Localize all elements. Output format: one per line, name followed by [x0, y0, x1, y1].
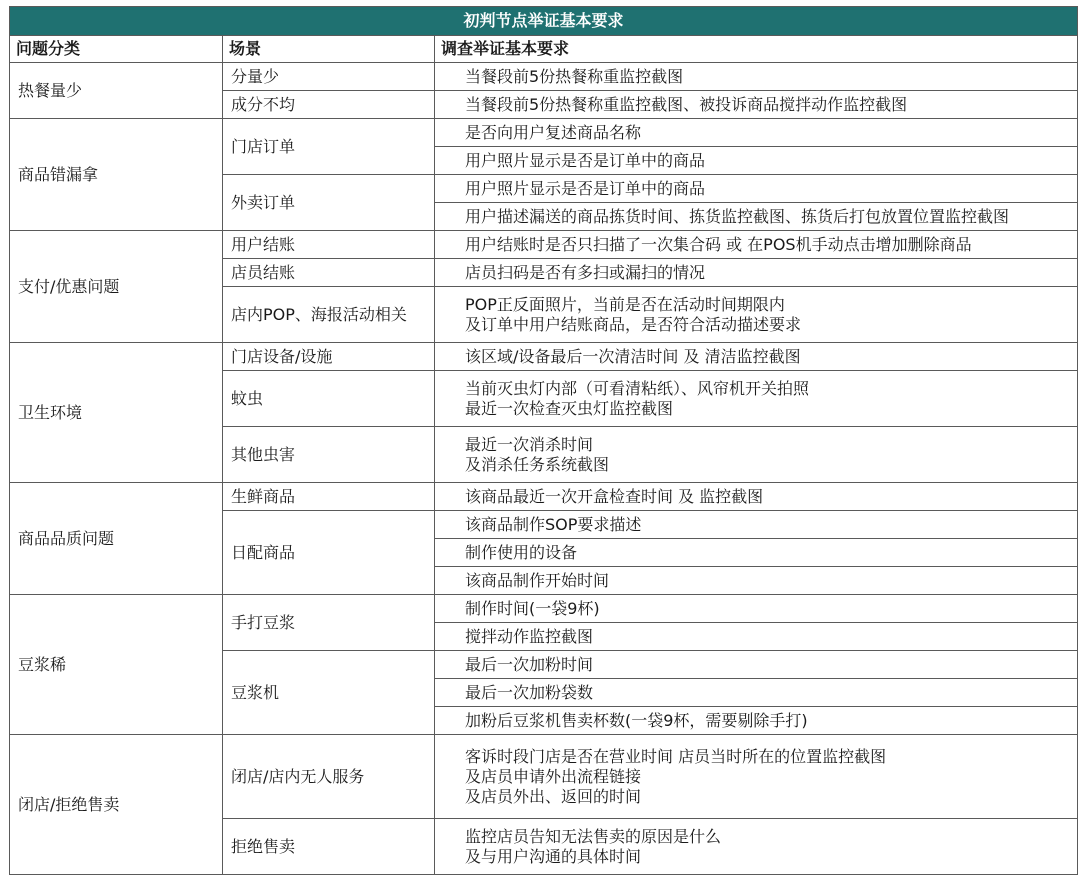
scene-cell: 蚊虫: [223, 371, 435, 427]
scene-cell: 闭店/店内无人服务: [223, 735, 435, 819]
category-cell: 豆浆稀: [10, 595, 223, 735]
header-requirement: 调查举证基本要求: [435, 36, 1078, 63]
requirement-cell: [435, 427, 1078, 483]
table-row: [10, 483, 1078, 511]
requirement-cell: 最后一次加粉袋数: [435, 679, 1078, 707]
category-cell: 商品品质问题: [10, 483, 223, 595]
table-row: [10, 595, 1078, 623]
header-scene: 场景: [223, 36, 435, 63]
category-cell: 支付/优惠问题: [10, 231, 223, 343]
requirement-line: 及消杀任务系统截图: [465, 454, 610, 474]
requirements-table: [9, 6, 1078, 875]
requirement-cell: 当餐段前5份热餐称重监控截图: [435, 63, 1078, 91]
table-row: [10, 63, 1078, 91]
requirement-line: 及店员外出、返回的时间: [465, 786, 642, 806]
scene-cell: 成分不均: [223, 91, 435, 119]
requirement-line: 及与用户沟通的具体时间: [465, 846, 642, 866]
scene-cell: 门店设备/设施: [223, 343, 435, 371]
table-row: [10, 231, 1078, 259]
table-row: [10, 735, 1078, 819]
requirement-cell: 该商品制作开始时间: [435, 567, 1078, 595]
requirement-cell: 制作使用的设备: [435, 539, 1078, 567]
requirement-line: 及订单中用户结账商品，是否符合活动描述要求: [465, 314, 802, 334]
requirement-cell: 是否向用户复述商品名称: [435, 119, 1078, 147]
category-cell: 卫生环境: [10, 343, 223, 483]
scene-cell: 豆浆机: [223, 651, 435, 735]
scene-cell: 手打豆浆: [223, 595, 435, 651]
requirement-cell: 该商品制作SOP要求描述: [435, 511, 1078, 539]
requirement-cell: 当餐段前5份热餐称重监控截图、被投诉商品搅拌动作监控截图: [435, 91, 1078, 119]
requirement-cell: 制作时间(一袋9杯): [435, 595, 1078, 623]
requirement-cell: 该商品最近一次开盒检查时间 及 监控截图: [435, 483, 1078, 511]
requirement-cell: 该区域/设备最后一次清洁时间 及 清洁监控截图: [435, 343, 1078, 371]
table-title: 初判节点举证基本要求: [10, 7, 1078, 36]
scene-cell: 外卖订单: [223, 175, 435, 231]
table-title-row: [10, 7, 1078, 36]
requirement-line: 最近一次消杀时间: [465, 434, 594, 454]
requirement-cell: 用户照片显示是否是订单中的商品: [435, 175, 1078, 203]
requirement-line: 监控店员告知无法售卖的原因是什么: [465, 826, 722, 846]
requirements-table-container: [9, 6, 1077, 875]
requirement-cell: 最后一次加粉时间: [435, 651, 1078, 679]
header-category: 问题分类: [10, 36, 223, 63]
scene-cell: 生鲜商品: [223, 483, 435, 511]
scene-cell: 门店订单: [223, 119, 435, 175]
requirement-line: 最近一次检查灭虫灯监控截图: [465, 398, 674, 418]
category-cell: 商品错漏拿: [10, 119, 223, 231]
scene-cell: 其他虫害: [223, 427, 435, 483]
requirement-cell: 搅拌动作监控截图: [435, 623, 1078, 651]
table-row: [10, 343, 1078, 371]
table-header-row: [10, 36, 1078, 63]
category-cell: 热餐量少: [10, 63, 223, 119]
scene-cell: 拒绝售卖: [223, 819, 435, 875]
requirement-cell: 用户描述漏送的商品拣货时间、拣货监控截图、拣货后打包放置位置监控截图: [435, 203, 1078, 231]
scene-cell: 分量少: [223, 63, 435, 91]
scene-cell: 店内POP、海报活动相关: [223, 287, 435, 343]
scene-cell: 用户结账: [223, 231, 435, 259]
scene-cell: 日配商品: [223, 511, 435, 595]
category-cell: 闭店/拒绝售卖: [10, 735, 223, 875]
requirement-line: 及店员申请外出流程链接: [465, 766, 642, 786]
requirement-line: 当前灭虫灯内部（可看清粘纸）、风帘机开关拍照: [465, 378, 810, 398]
requirement-cell: [435, 371, 1078, 427]
requirement-cell: 用户结账时是否只扫描了一次集合码 或 在POS机手动点击增加删除商品: [435, 231, 1078, 259]
requirement-line: POP正反面照片，当前是否在活动时间期限内: [465, 294, 785, 314]
scene-cell: 店员结账: [223, 259, 435, 287]
requirement-cell: [435, 287, 1078, 343]
requirement-cell: 用户照片显示是否是订单中的商品: [435, 147, 1078, 175]
requirement-cell: [435, 819, 1078, 875]
requirement-cell: [435, 735, 1078, 819]
table-row: [10, 119, 1078, 147]
requirement-line: 客诉时段门店是否在营业时间 店员当时所在的位置监控截图: [465, 746, 887, 766]
requirement-cell: 店员扫码是否有多扫或漏扫的情况: [435, 259, 1078, 287]
requirement-cell: 加粉后豆浆机售卖杯数(一袋9杯，需要剔除手打): [435, 707, 1078, 735]
